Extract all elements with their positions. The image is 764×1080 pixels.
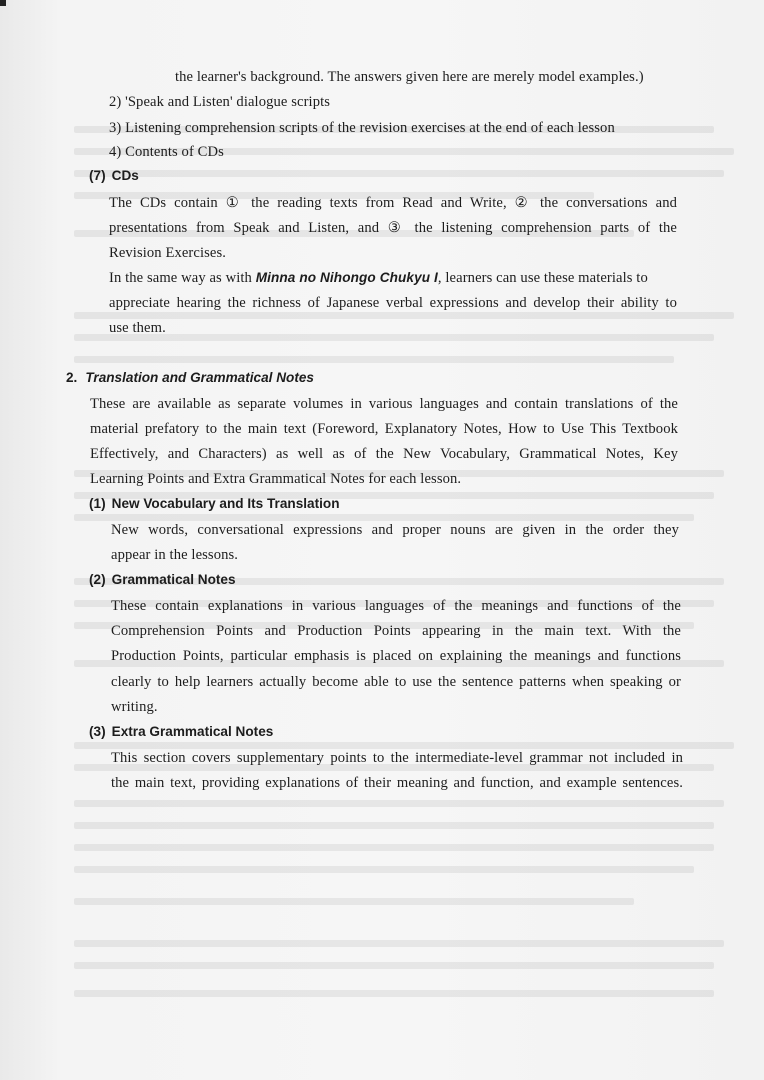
paragraph-text: , learners can use these materials to [437, 270, 648, 286]
paragraph-line-with-title [109, 269, 648, 287]
heading-number: (2) [89, 572, 106, 587]
paragraph-line: Learning Points and Extra Grammatical Notes for each lesson. [90, 471, 462, 487]
subsection-heading-extra-notes [89, 723, 273, 741]
list-item: 2) 'Speak and Listen' dialogue scripts [109, 94, 331, 110]
heading-title: CDs [111, 168, 139, 183]
paragraph-line: use them. [109, 320, 166, 336]
paragraph-line: appreciate hearing the richness of Japanese verbal expressions and develop their ability to [109, 295, 677, 311]
heading-title: Translation and Grammatical Notes [85, 370, 314, 385]
paragraph-text: In the same way as with [109, 270, 256, 286]
list-item: 3) Listening comprehension scripts of the revision exercises at the end of each lesson [109, 120, 615, 136]
heading-number: (1) [89, 496, 106, 511]
paragraph-line: Revision Exercises. [109, 245, 227, 261]
section-heading-translation [66, 369, 314, 387]
section-heading-cds [89, 167, 139, 185]
paragraph-line: New words, conversational expressions and proper nouns are given in the order they [111, 522, 679, 538]
heading-number: (7) [89, 168, 106, 183]
paragraph-line: writing. [111, 699, 158, 715]
heading-title: Extra Grammatical Notes [111, 724, 274, 739]
subsection-heading-vocabulary [89, 495, 340, 513]
paragraph-line: Production Points, particular emphasis is placed on explaining the meanings and functions [111, 648, 681, 664]
paragraph-line: The CDs contain ① the reading texts from Read and Write, ② the conversations and [109, 195, 677, 211]
list-item: 4) Contents of CDs [109, 144, 224, 160]
corner-mark [0, 0, 6, 6]
paragraph-line: clearly to help learners actually become able to use the sentence patterns when speaking or [111, 674, 681, 690]
heading-title: Grammatical Notes [111, 572, 236, 587]
heading-title: New Vocabulary and Its Translation [111, 496, 340, 511]
show-through-background [44, 0, 764, 1080]
paragraph-line: This section covers supplementary points to the intermediate-level grammar not included in [111, 750, 683, 766]
heading-number: 2. [66, 370, 78, 385]
paragraph-line: the main text, providing explanations of their meaning and function, and example sentences. [111, 775, 683, 791]
paragraph-line: presentations from Speak and Listen, and ③ the listening comprehension parts of the [109, 220, 677, 236]
book-title: Minna no Nihongo Chukyu I [255, 270, 438, 285]
paragraph-line: These contain explanations in various languages of the meanings and functions of the [111, 598, 681, 614]
paragraph-line: material prefatory to the main text (Foreword, Explanatory Notes, How to Use This Textbook [90, 421, 678, 437]
continued-line: the learner's background. The answers given here are merely model examples.) [175, 69, 644, 85]
paragraph-line: These are available as separate volumes in various languages and contain translations of the [90, 396, 678, 412]
heading-number: (3) [89, 724, 106, 739]
paragraph-line: appear in the lessons. [111, 547, 239, 563]
subsection-heading-grammatical-notes [89, 571, 236, 589]
paragraph-line: Effectively, and Characters) as well as of the New Vocabulary, Grammatical Notes, Key [90, 446, 678, 462]
paragraph-line: Comprehension Points and Production Points appearing in the main text. With the [111, 623, 681, 639]
